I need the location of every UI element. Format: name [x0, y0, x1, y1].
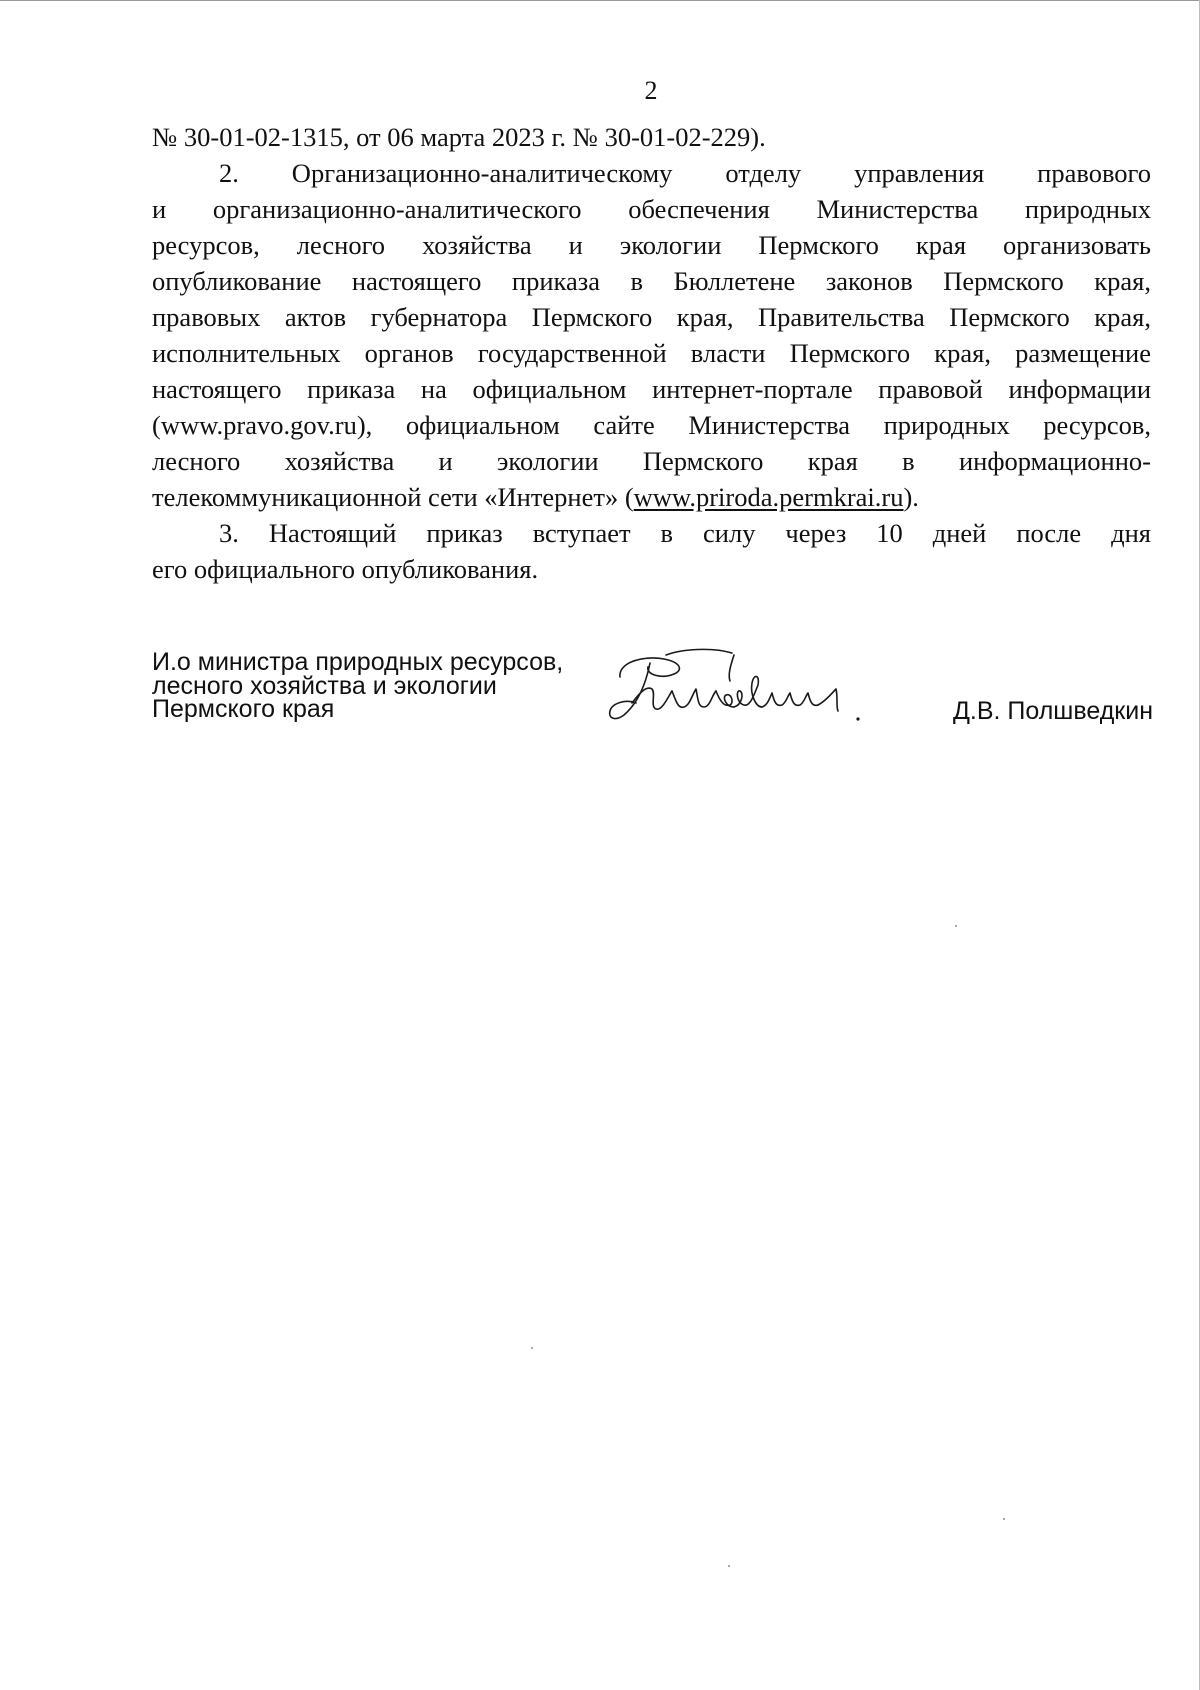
paragraph-item-3 [152, 515, 1151, 587]
item2-line-9: лесного хозяйства и экологии Пермского края в информационно- [152, 446, 1151, 476]
signer-position [152, 648, 564, 723]
scan-speck [728, 1565, 730, 1567]
handwritten-signature [602, 645, 864, 725]
item2-line-5: правовых актов губернатора Пермского края, Правительства Пермского края, [152, 302, 1151, 332]
scan-speck [531, 1347, 533, 1349]
item2-line-4: опубликование настоящего приказа в Бюллетене законов Пермского края, [152, 266, 1151, 296]
position-line-3: Пермского края [152, 695, 335, 723]
page-number: 2 [644, 76, 658, 105]
item2-line-1: 2. Организационно-аналитическому отделу управления правового [219, 158, 1151, 188]
scan-speck [1003, 1518, 1005, 1520]
item2-line-6: исполнительных органов государственной власти Пермского края, размещение [152, 338, 1151, 368]
item2-line-3: ресурсов, лесного хозяйства и экологии Пермского края организовать [152, 230, 1151, 260]
continuation-line: № 30-01-02-1315, от 06 марта 2023 г. № 30-01-02-229). [152, 122, 766, 152]
item3-line-1: 3. Настоящий приказ вступает в силу через 10 дней после дня [219, 518, 1151, 548]
item2-line-8: (www.pravo.gov.ru), официальном сайте Министерства природных ресурсов, [152, 410, 1151, 440]
item3-line-2: его официального опубликования. [152, 554, 539, 584]
item2-line-7: настоящего приказа на официальном интернет-портале правовой информации [152, 374, 1151, 404]
item2-line-10-prefix: телекоммуникационной сети «Интернет» ( [152, 482, 634, 512]
position-line-1: И.о министра природных ресурсов, [152, 648, 564, 676]
signer-name: Д.В. Полшведкин [952, 697, 1153, 725]
priroda-website-link[interactable]: www.priroda.permkrai.ru [633, 482, 904, 512]
position-line-2: лесного хозяйства и экологии [152, 671, 497, 700]
item2-line-10 [152, 479, 1151, 515]
signature-block [152, 648, 1153, 731]
scan-speck [955, 925, 957, 927]
item2-line-10-suffix: ). [903, 482, 919, 512]
item2-line-2: и организационно-аналитического обеспечения Министерства природных [152, 194, 1151, 224]
scan-edge-top [0, 0, 1200, 1]
order-body [152, 119, 1151, 587]
paragraph-item-2 [152, 155, 1151, 515]
